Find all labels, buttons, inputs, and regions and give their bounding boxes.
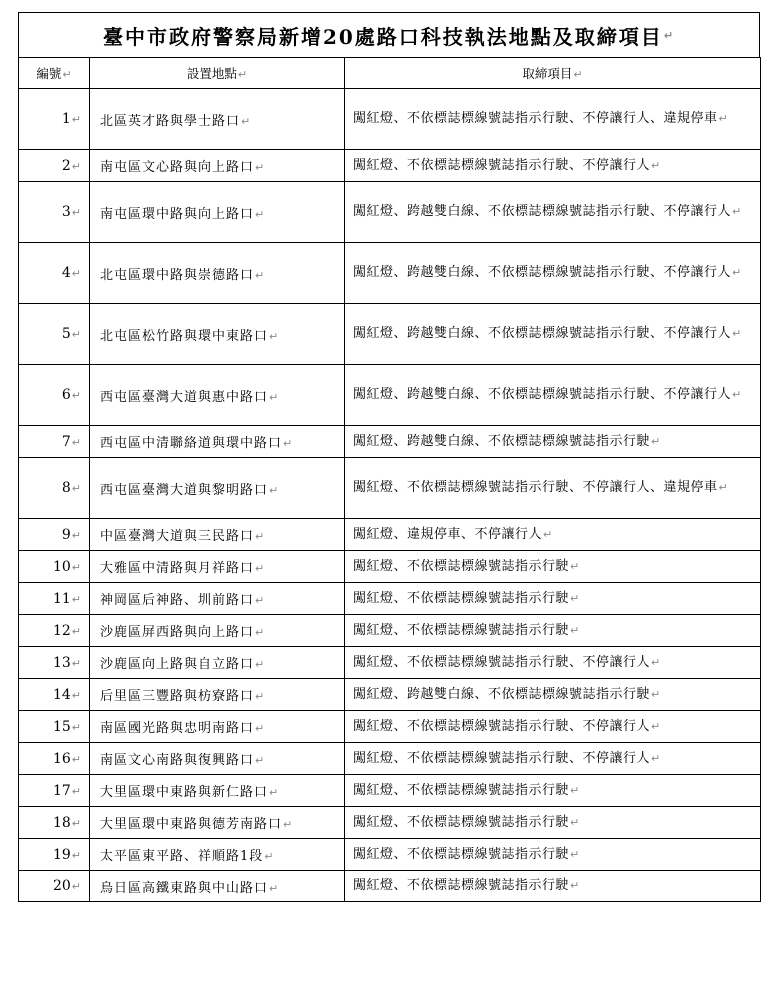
table-row (19, 839, 761, 871)
paragraph-mark-icon: ↵ (269, 786, 280, 799)
document-page (18, 12, 760, 902)
row-items: 闖紅燈、不依標誌標線號誌指示行駛↵ (345, 551, 761, 583)
paragraph-mark-icon: ↵ (718, 481, 729, 494)
header-num: 編號↵ (19, 58, 90, 89)
table-row (19, 519, 761, 551)
paragraph-mark-icon: ↵ (255, 754, 266, 767)
paragraph-mark-icon: ↵ (269, 881, 280, 895)
row-items: 闖紅燈、不依標誌標線號誌指示行駛↵ (345, 807, 761, 839)
paragraph-mark-icon: ↵ (663, 28, 676, 42)
table-row (19, 807, 761, 839)
row-number: 15↵ (19, 711, 90, 743)
paragraph-mark-icon: ↵ (651, 687, 661, 701)
paragraph-mark-icon: ↵ (651, 719, 661, 733)
paragraph-mark-icon: ↵ (255, 626, 266, 639)
paragraph-mark-icon: ↵ (570, 591, 580, 605)
row-number: 8↵ (19, 458, 90, 519)
row-items: 闖紅燈、跨越雙白線、不依標誌標線號誌指示行駛↵ (345, 679, 761, 711)
row-number: 13↵ (19, 647, 90, 679)
table-row (19, 647, 761, 679)
row-items: 闖紅燈、跨越雙白線、不依標誌標線號誌指示行駛、不停讓行人↵ (345, 243, 761, 304)
row-location: 北區英才路與學士路口↵ (90, 89, 345, 150)
row-location: 大里區環中東路與新仁路口↵ (90, 775, 345, 807)
row-items: 闖紅燈、跨越雙白線、不依標誌標線號誌指示行駛、不停讓行人↵ (345, 304, 761, 365)
header-items: 取締項目↵ (345, 58, 761, 89)
row-items: 闖紅燈、不依標誌標線號誌指示行駛、不停讓行人↵ (345, 647, 761, 679)
paragraph-mark-icon: ↵ (732, 388, 742, 401)
paragraph-mark-icon: ↵ (651, 751, 661, 765)
paragraph-mark-icon: ↵ (241, 114, 252, 128)
paragraph-mark-icon: ↵ (71, 720, 81, 734)
document-title-row (18, 12, 760, 57)
row-items: 闖紅燈、跨越雙白線、不依標誌標線號誌指示行駛、不停讓行人↵ (345, 365, 761, 426)
table-row (19, 583, 761, 615)
row-location: 沙鹿區屏西路與向上路口↵ (90, 615, 345, 647)
paragraph-mark-icon: ↵ (71, 159, 81, 173)
paragraph-mark-icon: ↵ (570, 559, 580, 573)
row-number: 3↵ (19, 182, 90, 243)
paragraph-mark-icon: ↵ (71, 848, 81, 862)
paragraph-mark-icon: ↵ (71, 328, 81, 341)
document-title: 臺中市政府警察局新增20處路口科技執法地點及取締項目 (102, 24, 663, 49)
row-number: 12↵ (19, 615, 90, 647)
paragraph-mark-icon: ↵ (255, 658, 266, 671)
paragraph-mark-icon: ↵ (255, 722, 266, 735)
row-location: 北屯區松竹路與環中東路口↵ (90, 304, 345, 365)
paragraph-mark-icon: ↵ (255, 562, 266, 575)
paragraph-mark-icon: ↵ (732, 327, 742, 340)
paragraph-mark-icon: ↵ (71, 624, 81, 638)
table-row (19, 775, 761, 807)
row-location: 南區文心南路與復興路口↵ (90, 743, 345, 775)
table-row (19, 426, 761, 458)
paragraph-mark-icon: ↵ (71, 688, 81, 702)
table-row (19, 615, 761, 647)
row-location: 南區國光路與忠明南路口↵ (90, 711, 345, 743)
paragraph-mark-icon: ↵ (237, 68, 248, 81)
row-number: 18↵ (19, 807, 90, 839)
row-number: 10↵ (19, 551, 90, 583)
row-location: 北屯區環中路與崇德路口↵ (90, 243, 345, 304)
paragraph-mark-icon: ↵ (255, 161, 266, 174)
paragraph-mark-icon: ↵ (255, 268, 266, 282)
paragraph-mark-icon: ↵ (71, 389, 81, 402)
row-number: 17↵ (19, 775, 90, 807)
paragraph-mark-icon: ↵ (71, 592, 81, 606)
table-row (19, 243, 761, 304)
table-row (19, 679, 761, 711)
row-location: 后里區三豐路與枋寮路口↵ (90, 679, 345, 711)
paragraph-mark-icon: ↵ (71, 880, 81, 893)
row-items: 闖紅燈、不依標誌標線號誌指示行駛↵ (345, 583, 761, 615)
table-row (19, 711, 761, 743)
row-location: 烏日區高鐵東路與中山路口↵ (90, 871, 345, 902)
paragraph-mark-icon: ↵ (71, 267, 81, 280)
row-number: 1↵ (19, 89, 90, 150)
row-number: 14↵ (19, 679, 90, 711)
paragraph-mark-icon: ↵ (651, 158, 661, 172)
paragraph-mark-icon: ↵ (71, 560, 81, 574)
paragraph-mark-icon: ↵ (543, 527, 553, 541)
paragraph-mark-icon: ↵ (71, 482, 81, 495)
row-number: 6↵ (19, 365, 90, 426)
row-number: 16↵ (19, 743, 90, 775)
row-location: 南屯區文心路與向上路口↵ (90, 150, 345, 182)
row-location: 沙鹿區向上路與自立路口↵ (90, 647, 345, 679)
row-number: 20↵ (19, 871, 90, 902)
table-row (19, 150, 761, 182)
paragraph-mark-icon: ↵ (255, 207, 266, 221)
table-header-row (19, 58, 761, 89)
header-location: 設置地點↵ (90, 58, 345, 89)
row-items: 闖紅燈、跨越雙白線、不依標誌標線號誌指示行駛、不停讓行人↵ (345, 182, 761, 243)
paragraph-mark-icon: ↵ (651, 434, 661, 448)
paragraph-mark-icon: ↵ (269, 483, 280, 497)
paragraph-mark-icon: ↵ (718, 112, 729, 125)
paragraph-mark-icon: ↵ (71, 752, 81, 766)
row-number: 9↵ (19, 519, 90, 551)
row-items: 闖紅燈、不依標誌標線號誌指示行駛、不停讓行人、違規停車↵ (345, 89, 761, 150)
row-location: 西屯區中清聯絡道與環中路口↵ (90, 426, 345, 458)
paragraph-mark-icon: ↵ (570, 847, 580, 861)
row-items: 闖紅燈、違規停車、不停讓行人↵ (345, 519, 761, 551)
row-number: 5↵ (19, 304, 90, 365)
row-number: 11↵ (19, 583, 90, 615)
paragraph-mark-icon: ↵ (264, 850, 275, 863)
row-location: 大里區環中東路與德芳南路口↵ (90, 807, 345, 839)
row-location: 西屯區臺灣大道與惠中路口↵ (90, 365, 345, 426)
paragraph-mark-icon: ↵ (570, 623, 580, 637)
row-number: 7↵ (19, 426, 90, 458)
paragraph-mark-icon: ↵ (62, 68, 72, 81)
paragraph-mark-icon: ↵ (283, 437, 294, 450)
row-location: 大雅區中清路與月祥路口↵ (90, 551, 345, 583)
row-location: 中區臺灣大道與三民路口↵ (90, 519, 345, 551)
table-row (19, 182, 761, 243)
paragraph-mark-icon: ↵ (570, 783, 580, 797)
row-items: 闖紅燈、不依標誌標線號誌指示行駛↵ (345, 775, 761, 807)
paragraph-mark-icon: ↵ (71, 816, 81, 830)
table-row (19, 743, 761, 775)
row-location: 南屯區環中路與向上路口↵ (90, 182, 345, 243)
table-row (19, 871, 761, 902)
paragraph-mark-icon: ↵ (570, 879, 580, 892)
row-items: 闖紅燈、不依標誌標線號誌指示行駛、不停讓行人、違規停車↵ (345, 458, 761, 519)
row-items: 闖紅燈、不依標誌標線號誌指示行駛、不停讓行人↵ (345, 150, 761, 182)
row-number: 4↵ (19, 243, 90, 304)
row-number: 19↵ (19, 839, 90, 871)
paragraph-mark-icon: ↵ (255, 530, 266, 543)
paragraph-mark-icon: ↵ (71, 206, 81, 219)
row-location: 神岡區后神路、圳前路口↵ (90, 583, 345, 615)
paragraph-mark-icon: ↵ (651, 655, 661, 669)
paragraph-mark-icon: ↵ (269, 390, 280, 404)
table-row (19, 365, 761, 426)
row-items: 闖紅燈、不依標誌標線號誌指示行駛、不停讓行人↵ (345, 743, 761, 775)
enforcement-table (18, 57, 761, 902)
table-row (19, 458, 761, 519)
paragraph-mark-icon: ↵ (573, 68, 583, 81)
row-location: 太平區東平路、祥順路1段↵ (90, 839, 345, 871)
row-number: 2↵ (19, 150, 90, 182)
paragraph-mark-icon: ↵ (283, 818, 294, 831)
paragraph-mark-icon: ↵ (255, 594, 266, 607)
table-row (19, 551, 761, 583)
paragraph-mark-icon: ↵ (570, 815, 580, 829)
paragraph-mark-icon: ↵ (732, 266, 742, 279)
row-items: 闖紅燈、跨越雙白線、不依標誌標線號誌指示行駛↵ (345, 426, 761, 458)
row-items: 闖紅燈、不依標誌標線號誌指示行駛↵ (345, 839, 761, 871)
row-location: 西屯區臺灣大道與黎明路口↵ (90, 458, 345, 519)
row-items: 闖紅燈、不依標誌標線號誌指示行駛↵ (345, 615, 761, 647)
row-items: 闖紅燈、不依標誌標線號誌指示行駛、不停讓行人↵ (345, 711, 761, 743)
paragraph-mark-icon: ↵ (269, 329, 280, 343)
paragraph-mark-icon: ↵ (71, 656, 81, 670)
row-items: 闖紅燈、不依標誌標線號誌指示行駛↵ (345, 871, 761, 902)
paragraph-mark-icon: ↵ (71, 528, 81, 542)
paragraph-mark-icon: ↵ (71, 784, 81, 798)
paragraph-mark-icon: ↵ (71, 113, 81, 126)
table-row (19, 304, 761, 365)
table-row (19, 89, 761, 150)
paragraph-mark-icon: ↵ (255, 690, 266, 703)
table-body (19, 89, 761, 902)
paragraph-mark-icon: ↵ (732, 205, 742, 218)
paragraph-mark-icon: ↵ (71, 435, 81, 449)
